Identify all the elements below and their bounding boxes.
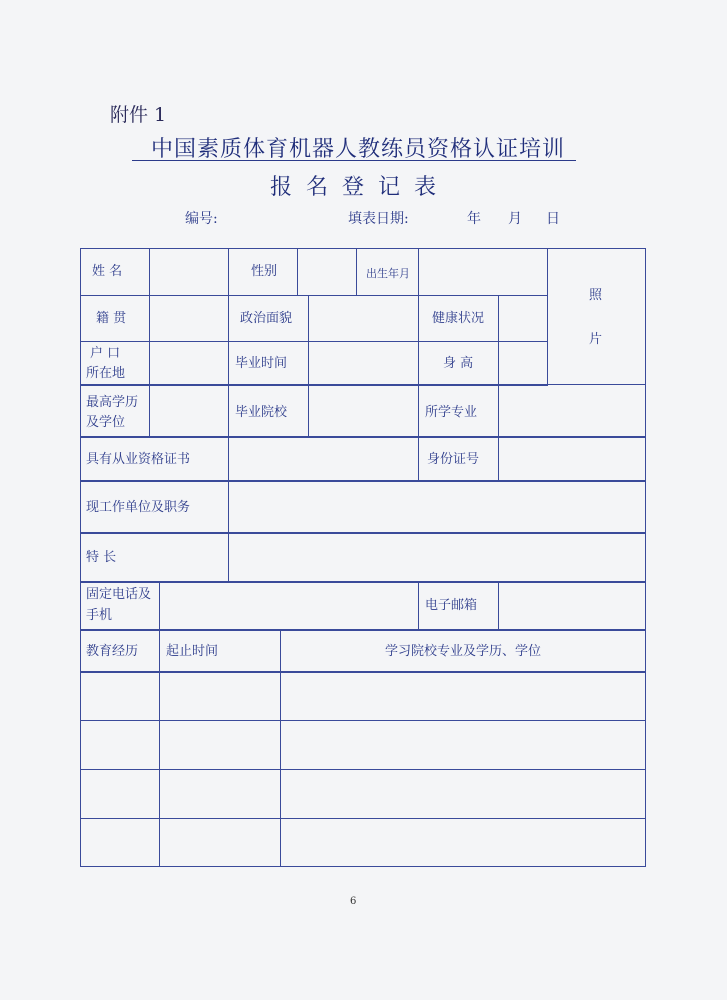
id-label: 身份证号 [427, 452, 480, 467]
edu-row-label [80, 818, 160, 867]
hukou-label-2: 所在地 [86, 366, 126, 381]
birth-label: 出生年月 [366, 267, 410, 280]
hukou-input[interactable] [149, 341, 229, 386]
number-label: 编号: [185, 211, 218, 227]
grad-time-label: 毕业时间 [235, 356, 288, 371]
height-label: 身 高 [443, 356, 474, 371]
edu-row-period[interactable] [159, 720, 281, 770]
work-input[interactable] [228, 480, 646, 534]
health-label: 健康状况 [432, 311, 485, 326]
edu-row-period[interactable] [159, 769, 281, 819]
edu-row-label [80, 720, 160, 770]
email-input[interactable] [498, 581, 646, 631]
edu-input[interactable] [149, 384, 229, 438]
phone-label-1: 固定电话及 [86, 587, 152, 602]
period-label: 起止时间 [166, 644, 219, 659]
email-label: 电子邮箱 [425, 598, 478, 613]
grad-time-input[interactable] [308, 341, 419, 386]
phone-input[interactable] [159, 581, 419, 631]
native-label: 籍 贯 [96, 311, 127, 326]
edu-history-label: 教育经历 [86, 644, 139, 659]
school-major-label: 学习院校专业及学历、学位 [385, 644, 542, 659]
photo-label-2: 片 [589, 332, 603, 347]
form-title: 中国素质体育机器人教练员资格认证培训 [150, 137, 565, 162]
edu-row-period[interactable] [159, 671, 281, 721]
edu-label-1: 最高学历 [86, 395, 139, 410]
edu-row-school[interactable] [280, 818, 646, 867]
major-label: 所学专业 [425, 405, 478, 420]
native-input[interactable] [149, 295, 229, 342]
health-input[interactable] [498, 295, 548, 342]
day-label: 日 [546, 211, 560, 227]
year-label: 年 [467, 211, 481, 227]
phone-label-2: 手机 [86, 608, 113, 623]
grad-school-input[interactable] [308, 384, 419, 438]
edu-row-school[interactable] [280, 769, 646, 819]
edu-row-label [80, 769, 160, 819]
major-input[interactable] [498, 384, 646, 438]
date-label: 填表日期: [348, 211, 409, 227]
edu-row-period[interactable] [159, 818, 281, 867]
gender-input[interactable] [297, 248, 357, 296]
id-input[interactable] [498, 436, 646, 482]
gender-label: 性别 [251, 264, 278, 279]
edu-label-2: 及学位 [86, 415, 126, 430]
edu-row-school[interactable] [280, 720, 646, 770]
hukou-label-1: 户 口 [90, 346, 121, 361]
month-label: 月 [508, 211, 522, 227]
photo-label-1: 照 [589, 288, 603, 303]
edu-row-school[interactable] [280, 671, 646, 721]
name-label: 姓 名 [92, 264, 123, 279]
certificate-input[interactable] [228, 436, 419, 482]
edu-row-label [80, 671, 160, 721]
page-number: 6 [350, 896, 357, 907]
political-input[interactable] [308, 295, 419, 342]
work-label: 现工作单位及职务 [86, 500, 191, 515]
political-label: 政治面貌 [240, 311, 293, 326]
certificate-label: 具有从业资格证书 [86, 452, 191, 467]
grad-school-label: 毕业院校 [235, 405, 288, 420]
specialty-label: 特 长 [86, 550, 117, 565]
form-subtitle: 报名登记表 [269, 175, 450, 200]
attachment-label: 附件 1 [110, 104, 167, 126]
name-input[interactable] [149, 248, 229, 296]
birth-input[interactable] [418, 248, 548, 296]
photo-box[interactable] [547, 248, 646, 385]
height-input[interactable] [498, 341, 548, 386]
specialty-input[interactable] [228, 532, 646, 583]
